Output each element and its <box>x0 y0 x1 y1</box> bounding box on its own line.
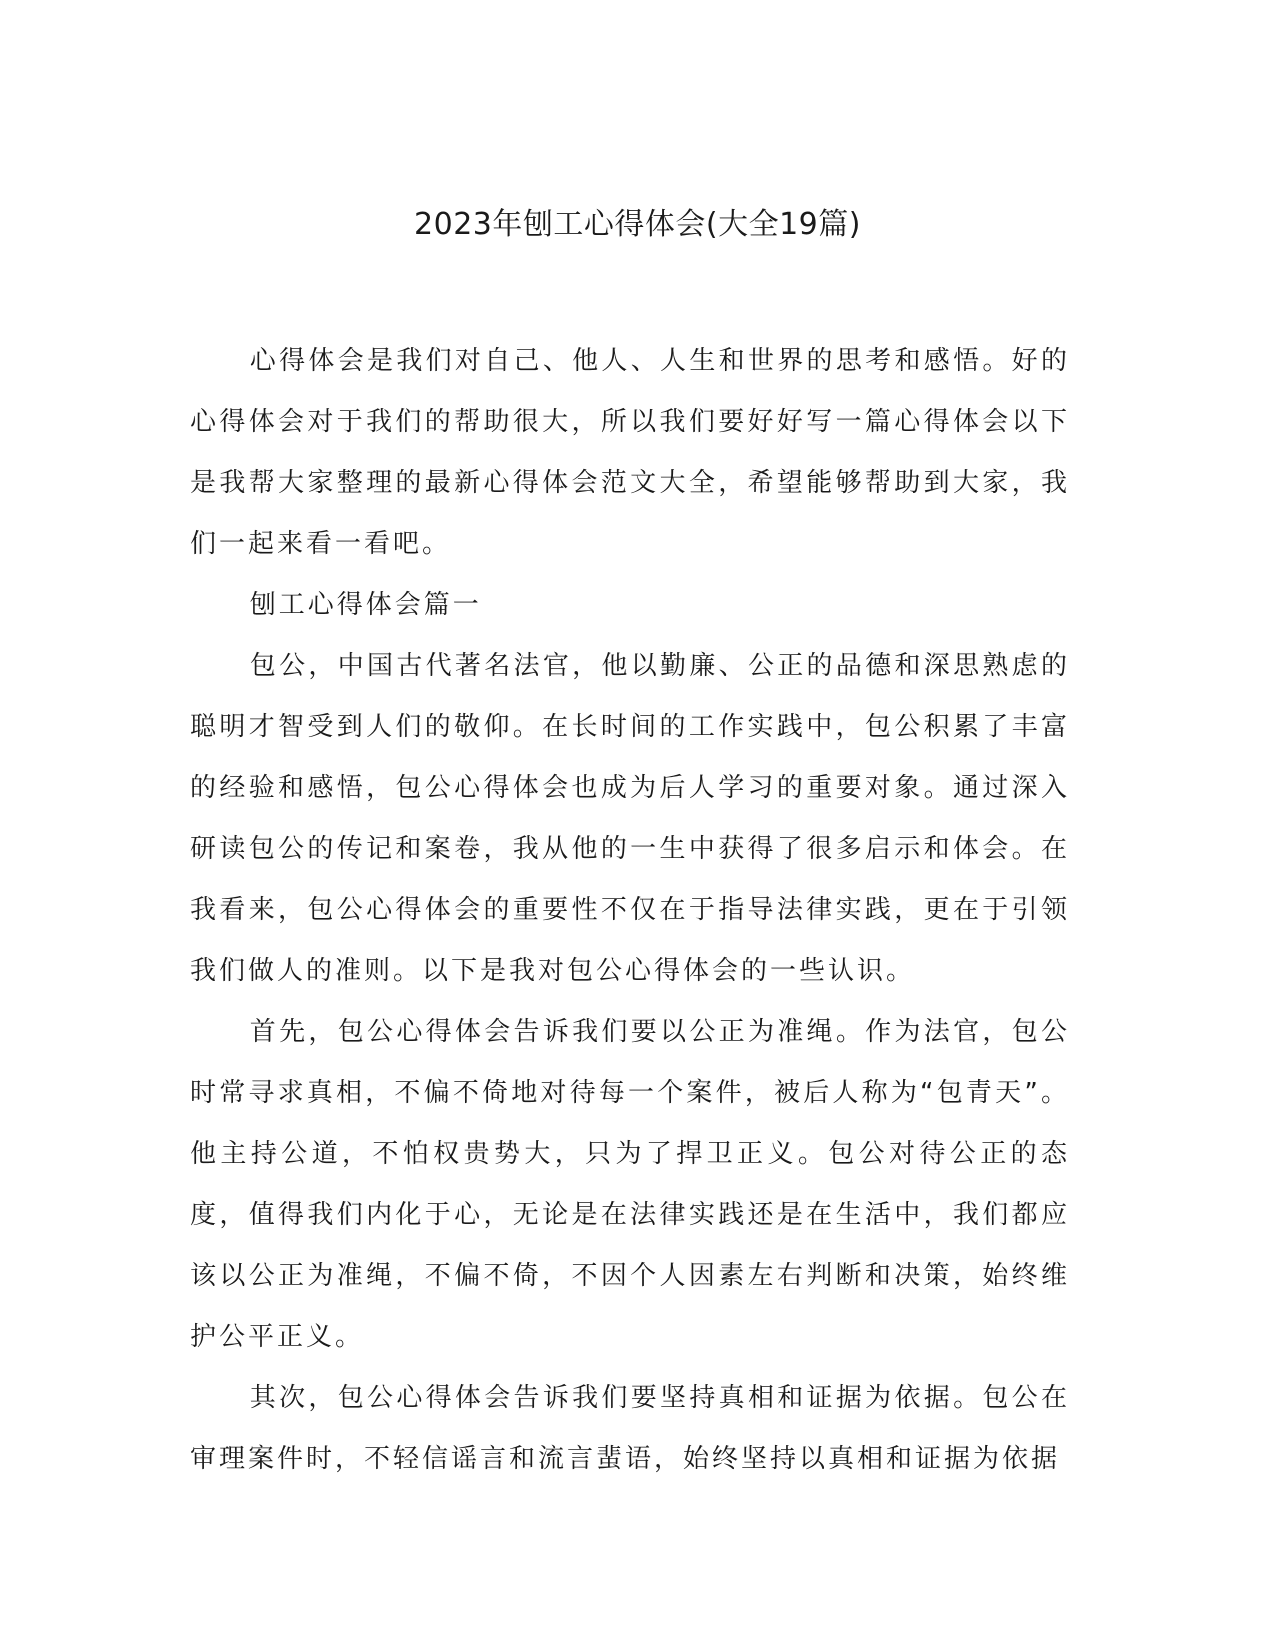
intro-paragraph: 心得体会是我们对自己、他人、人生和世界的思考和感悟。好的心得体会对于我们的帮助很大，所以我们要好好写一篇心得体会以下是我帮大家整理的最新心得体会范文大全，希望能够帮助到大家，我们一起来看一看吧。 <box>190 346 1070 559</box>
body-paragraph: 其次，包公心得体会告诉我们要坚持真相和证据为依据。包公在审理案件时，不轻信谣言和流言蜚语，始终坚持以真相和证据为依据 <box>190 1383 1070 1474</box>
section-heading: 刨工心得体会篇一 <box>249 590 482 620</box>
body-paragraph: 首先，包公心得体会告诉我们要以公正为准绳。作为法官，包公时常寻求真相，不偏不倚地对待每一个案件，被后人称为“包青天”。他主持公道，不怕权贵势大，只为了捍卫正义。包公对待公正的态度，值得我们内化于心，无论是在法律实践还是在生活中，我们都应该以公正为准绳，不偏不倚，不因个人因素左右判断和决策，始终维护公平正义。 <box>190 1017 1070 1352</box>
body-paragraph: 包公，中国古代著名法官，他以勤廉、公正的品德和深思熟虑的聪明才智受到人们的敬仰。在长时间的工作实践中，包公积累了丰富的经验和感悟，包公心得体会也成为后人学习的重要对象。通过深入研读包公的传记和案卷，我从他的一生中获得了很多启示和体会。在我看来，包公心得体会的重要性不仅在于指导法律实践，更在于引领我们做人的准则。以下是我对包公心得体会的一些认识。 <box>190 651 1070 986</box>
document-title: 2023年刨工心得体会(大全19篇) <box>414 207 861 242</box>
document-body <box>190 331 1070 1490</box>
